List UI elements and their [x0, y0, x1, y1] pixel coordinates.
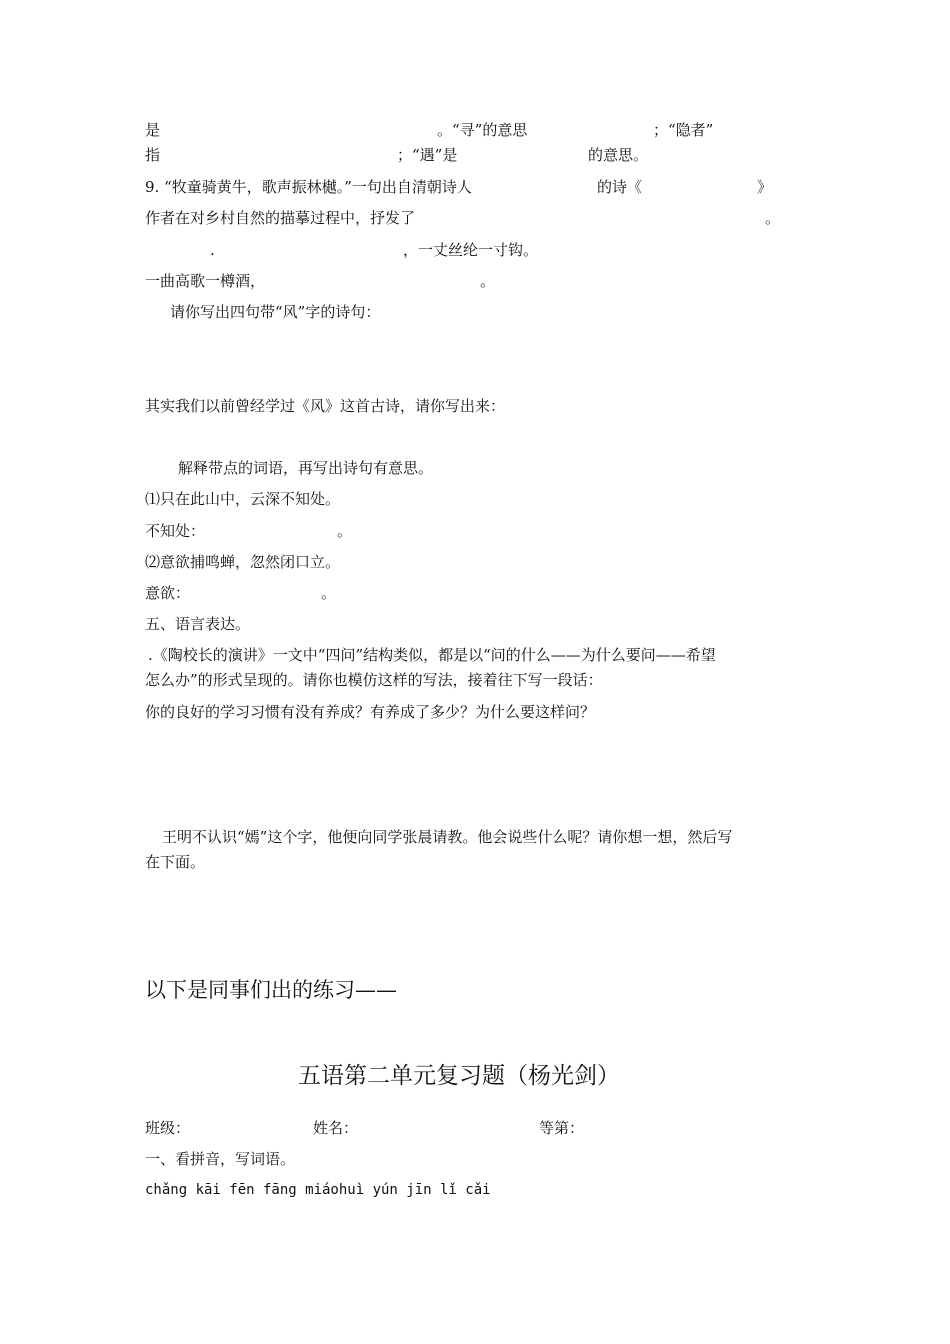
text: .	[210, 241, 215, 259]
text: 不知处：	[145, 522, 206, 540]
line-6	[145, 271, 845, 291]
instruction-explain: 解释带点的词语，再写出诗句有意思。	[178, 459, 434, 477]
text: 是	[145, 121, 161, 139]
text: 意欲：	[145, 584, 191, 602]
text: 的诗《	[597, 178, 643, 196]
text: 。	[321, 584, 337, 602]
text: ；“遇”是	[397, 146, 458, 164]
text: ；“隐者”	[653, 121, 714, 139]
document-title: 五语第二单元复习题（杨光剑）	[298, 1063, 620, 1089]
text: 。	[765, 209, 781, 227]
line-13	[145, 583, 845, 603]
paragraph-line: .《陶校长的演讲》一文中“四问”结构类似，都是以“问的什么——为什么要问——希望	[148, 646, 716, 664]
text: 。	[337, 522, 353, 540]
line-11	[145, 521, 845, 541]
text: 作者在对乡村自然的描摹过程中，抒发了	[145, 209, 416, 227]
paragraph-line: 在下面。	[145, 853, 206, 871]
grade-label: 等第：	[539, 1119, 585, 1137]
line-1	[145, 120, 845, 140]
name-label: 姓名：	[313, 1119, 359, 1137]
poem-line-2: ⑵意欲捕鸣蝉，忽然闭口立。	[145, 553, 341, 571]
text: 》	[757, 178, 773, 196]
section-title: 以下是同事们出的练习——	[145, 978, 397, 1002]
section-heading: 一、看拼音，写词语。	[145, 1150, 296, 1168]
text: 一曲高歌一樽酒，	[145, 272, 266, 290]
instruction-wind-poems: 请你写出四句带“风”字的诗句：	[170, 303, 381, 321]
text: 。“寻”的意思	[437, 121, 528, 139]
paragraph-line: 怎么办”的形式呈现的。请你也模仿这样的写法，接着往下写一段话：	[145, 671, 603, 689]
paragraph-line: 你的良好的学习习惯有没有养成？有养成了多少？为什么要这样问？	[145, 703, 596, 721]
class-label: 班级：	[145, 1119, 191, 1137]
line-3	[145, 177, 845, 197]
line-4	[145, 208, 845, 228]
pinyin-line: chǎng kāi fēn fāng miáohuì yún jīn lǐ cǎi	[145, 1182, 491, 1198]
question-9: 9. “牧童骑黄牛，歌声振林樾。”一句出自清朝诗人	[145, 178, 472, 196]
poem-line-1: ⑴只在此山中，云深不知处。	[145, 490, 341, 508]
section-heading: 五、语言表达。	[145, 615, 251, 633]
instruction-wind-poem: 其实我们以前曾经学过《风》这首古诗，请你写出来：	[145, 397, 506, 415]
line-5	[145, 240, 845, 260]
text: 。	[480, 272, 496, 290]
text: 的意思。	[588, 146, 649, 164]
text: ，一丈丝纶一寸钩。	[403, 241, 539, 259]
text: 指	[145, 146, 161, 164]
line-22	[145, 1118, 845, 1138]
paragraph-line: 王明不认识“嫣”这个字，他便向同学张晨请教。他会说些什么呢？请你想一想，然后写	[162, 828, 733, 846]
line-2	[145, 145, 845, 165]
